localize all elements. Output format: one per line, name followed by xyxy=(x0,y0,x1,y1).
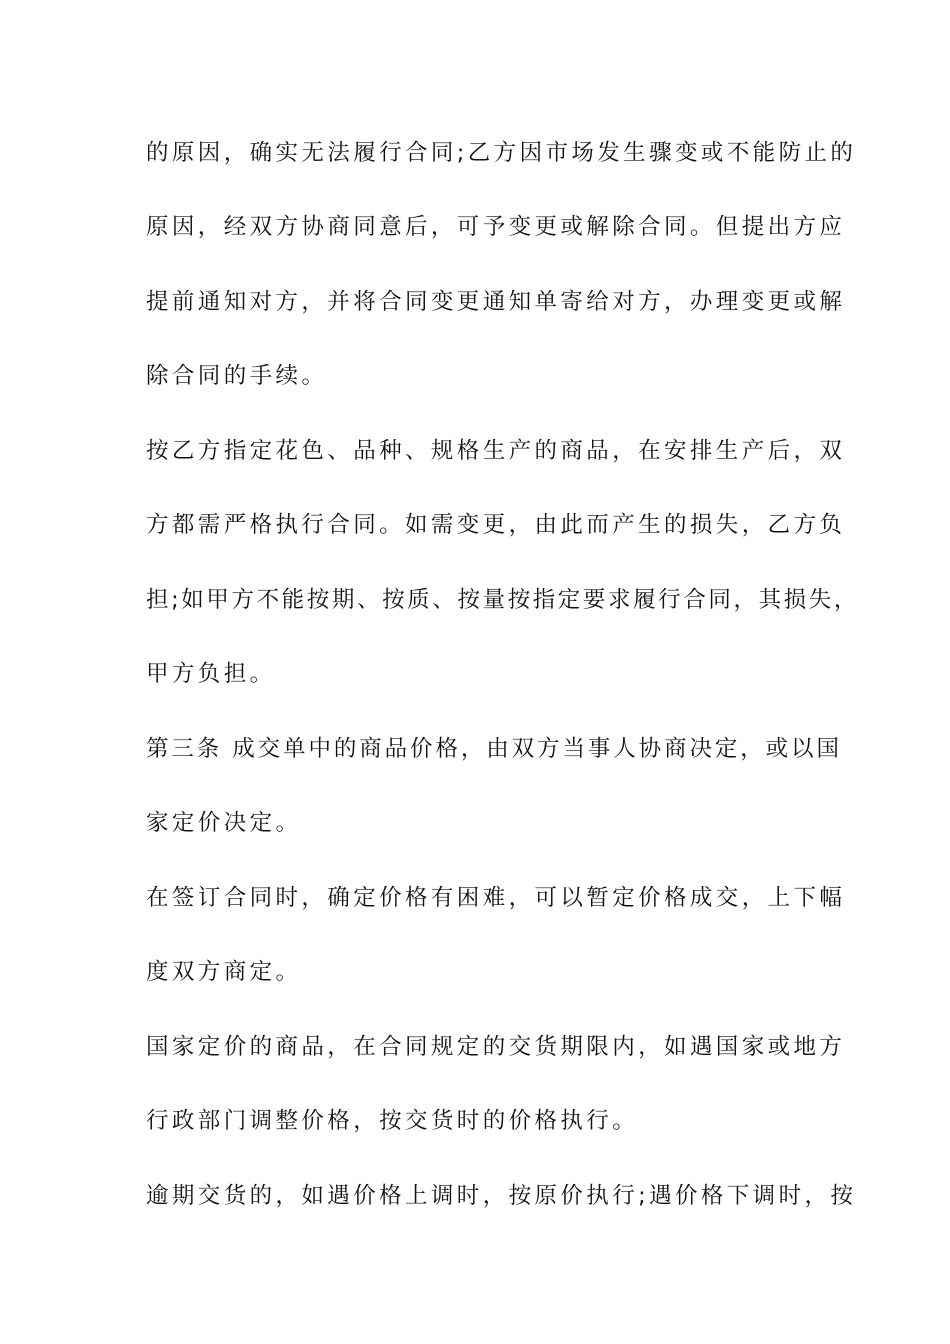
text-line: 在签订合同时，确定价格有困难，可以暂定价格成交，上下幅 xyxy=(146,885,846,911)
text-line: 除合同的手续。 xyxy=(146,363,328,389)
text-line: 担;如甲方不能按期、按质、按量按指定要求履行合同，其损失， xyxy=(146,587,859,613)
text-line: 甲方负担。 xyxy=(146,661,276,687)
text-line: 的原因，确实无法履行合同;乙方因市场发生骤变或不能防止的 xyxy=(146,140,857,166)
text-line: 原因，经双方协商同意后，可予变更或解除合同。但提出方应 xyxy=(146,214,846,240)
text-line: 方都需严格执行合同。如需变更，由此而产生的损失，乙方负 xyxy=(146,512,846,538)
text-line: 家定价决定。 xyxy=(146,810,302,836)
text-line: 行政部门调整价格，按交货时的价格执行。 xyxy=(146,1108,639,1134)
text-line: 度双方商定。 xyxy=(146,959,302,985)
text-line: 提前通知对方，并将合同变更通知单寄给对方，办理变更或解 xyxy=(146,289,846,315)
text-line: 国家定价的商品，在合同规定的交货期限内，如遇国家或地方 xyxy=(146,1034,846,1060)
text-line: 逾期交货的，如遇价格上调时，按原价执行;遇价格下调时，按 xyxy=(146,1183,857,1209)
text-line: 按乙方指定花色、品种、规格生产的商品，在安排生产后，双 xyxy=(146,438,846,464)
text-line: 第三条 成交单中的商品价格，由双方当事人协商决定，或以国 xyxy=(146,736,842,762)
